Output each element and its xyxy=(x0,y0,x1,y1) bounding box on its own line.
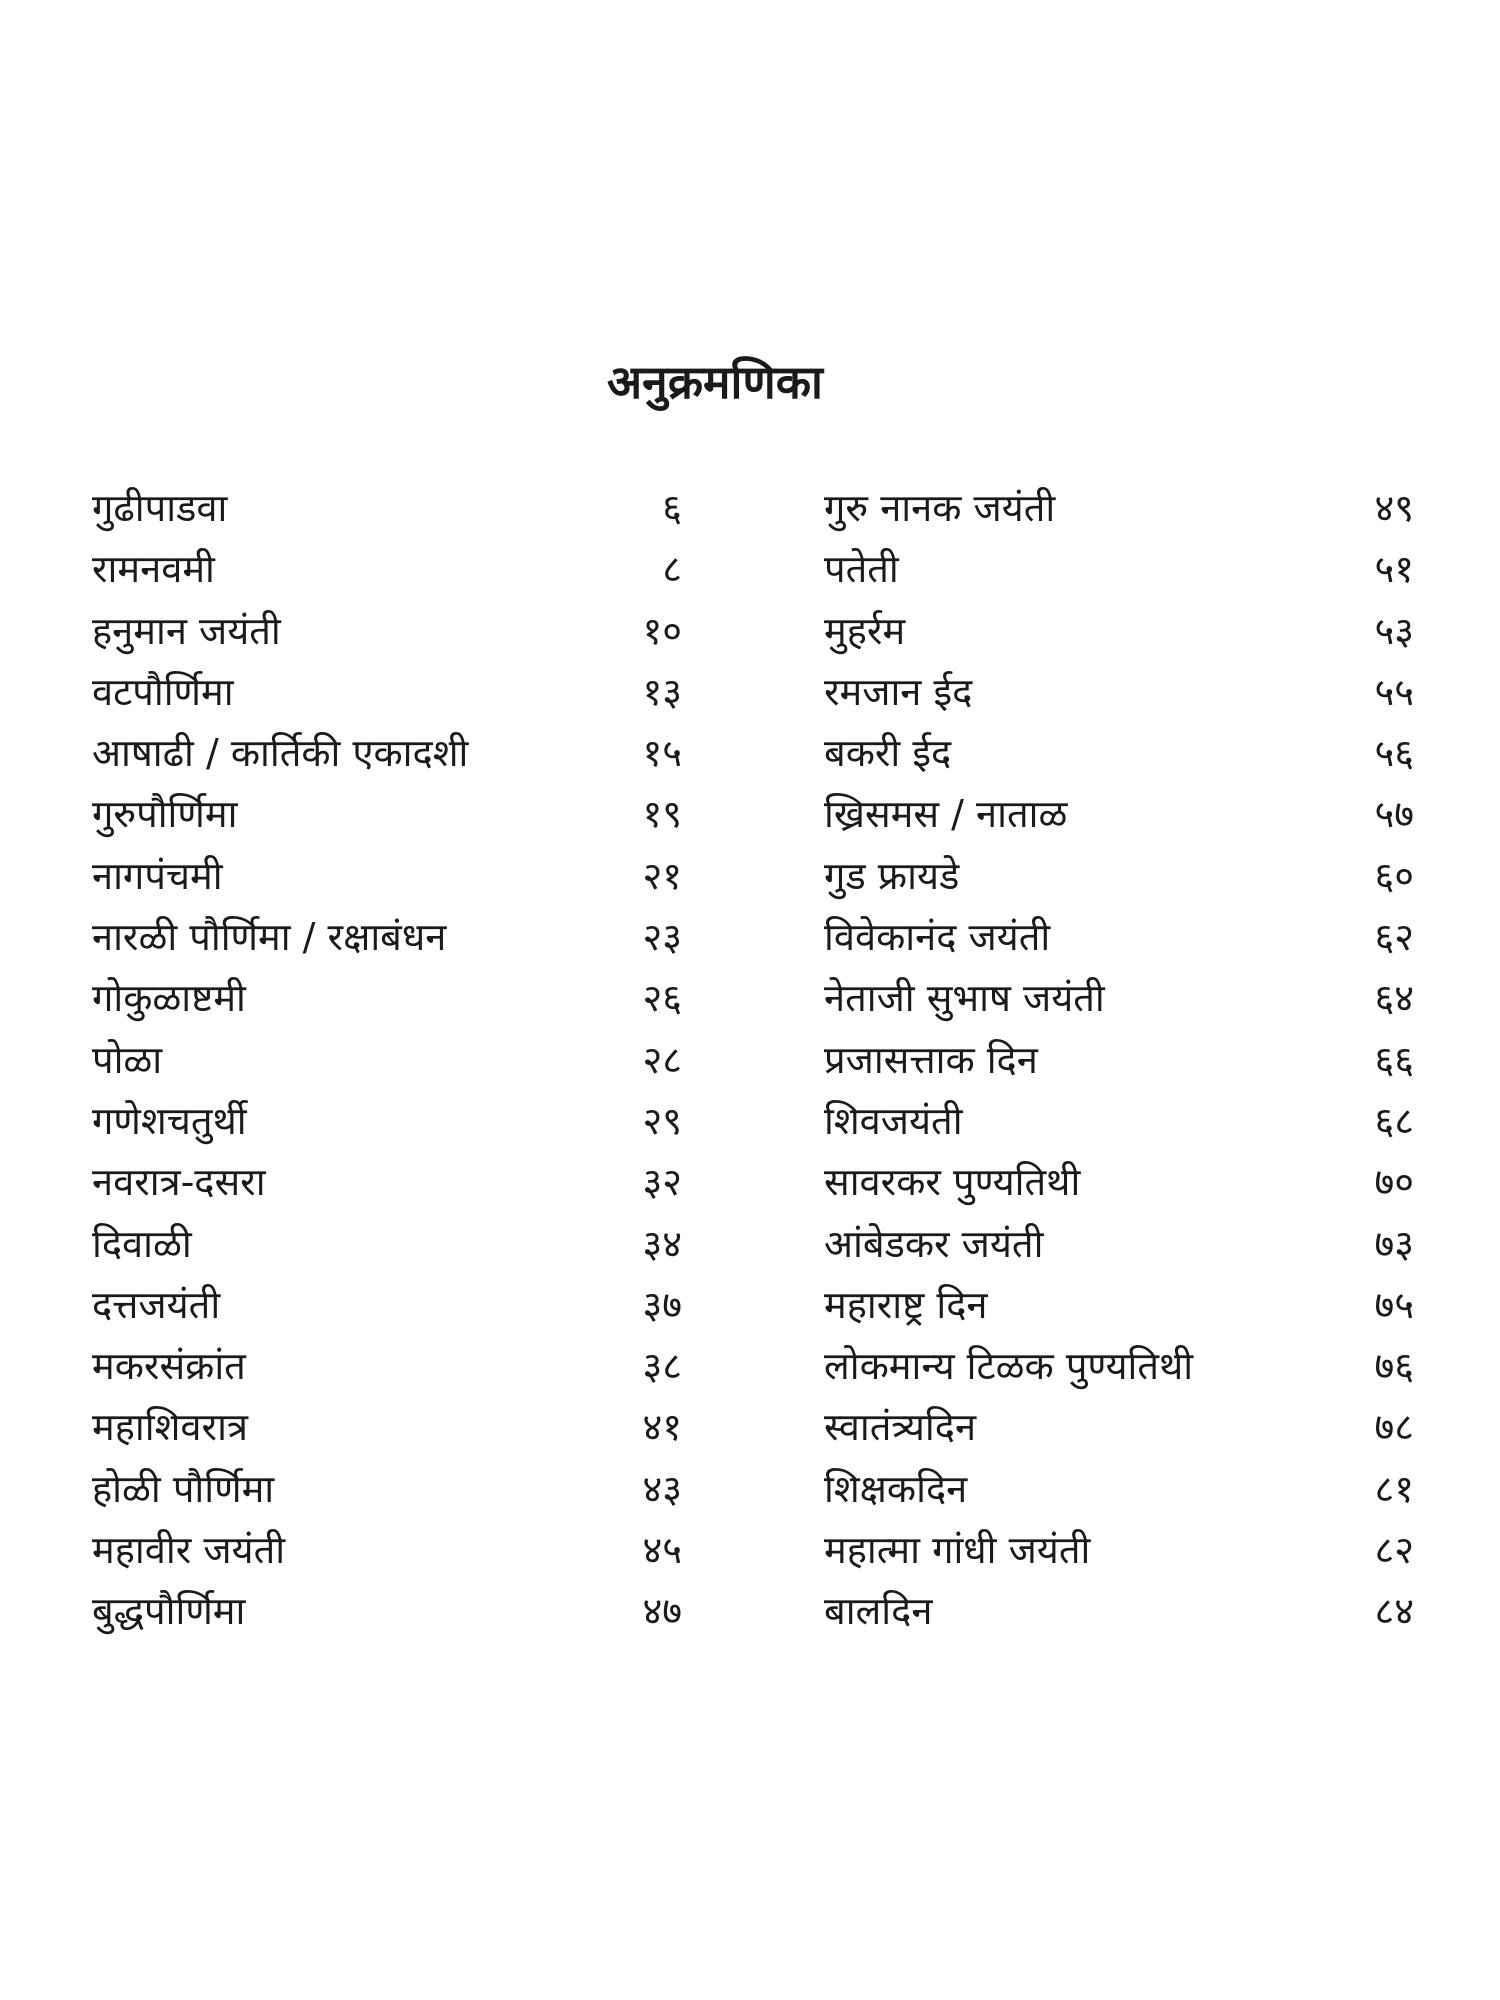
toc-entry-page: ६२ xyxy=(1374,915,1414,960)
toc-entry xyxy=(92,1214,682,1275)
toc-entry-title: शिक्षकदिन xyxy=(824,1466,968,1511)
toc-entry-title: पोळा xyxy=(92,1037,163,1082)
toc-entry-page: ७८ xyxy=(1374,1405,1414,1450)
toc-entry-title: गुढीपाडवा xyxy=(92,486,228,530)
toc-entry-title: सावरकर पुण्यतिथी xyxy=(824,1160,1081,1205)
toc-entry xyxy=(92,1152,682,1213)
toc-entry-page: ४९ xyxy=(1374,486,1414,530)
toc-entry-title: गणेशचतुर्थी xyxy=(92,1098,247,1143)
toc-entry-title: महाराष्ट्र दिन xyxy=(824,1282,988,1327)
toc-entry-page: ३८ xyxy=(642,1344,682,1389)
page-title: अनुक्रमणिका xyxy=(607,355,823,409)
toc-entry-title: आंबेडकर जयंती xyxy=(824,1221,1044,1266)
toc-left-column xyxy=(92,478,682,1643)
toc-entry-title: मुहर्रम xyxy=(824,608,906,653)
toc-entry xyxy=(824,907,1414,968)
toc-entry-page: ७० xyxy=(1374,1160,1414,1205)
toc-entry xyxy=(824,539,1414,600)
toc-entry xyxy=(92,1091,682,1152)
toc-entry xyxy=(92,723,682,784)
toc-entry-page: ८ xyxy=(662,547,682,592)
toc-entry-title: प्रजासत्ताक दिन xyxy=(824,1037,1038,1082)
toc-entry-title: गुड फ्रायडे xyxy=(824,853,960,898)
toc-entry xyxy=(824,723,1414,784)
toc-entry xyxy=(92,1397,682,1458)
toc-entry xyxy=(92,784,682,845)
toc-entry xyxy=(824,1520,1414,1581)
toc-entry-page: ४३ xyxy=(642,1466,682,1511)
toc-entry-page: १३ xyxy=(642,669,682,714)
toc-entry-page: २३ xyxy=(642,915,682,960)
toc-entry xyxy=(92,478,682,539)
toc-entry xyxy=(824,601,1414,662)
toc-entry-page: ८२ xyxy=(1374,1528,1414,1573)
toc-entry-title: रमजान ईद xyxy=(824,669,973,714)
toc-entry xyxy=(92,1520,682,1581)
toc-entry-page: २६ xyxy=(642,976,682,1021)
toc-entry-title: गोकुळाष्टमी xyxy=(92,976,246,1021)
toc-entry-page: ६० xyxy=(1374,853,1414,898)
toc-entry-page: ६८ xyxy=(1374,1098,1414,1143)
toc-entry-page: ४७ xyxy=(642,1589,682,1634)
toc-entry-page: ७६ xyxy=(1374,1344,1414,1389)
toc-entry-page: ५६ xyxy=(1374,731,1414,776)
toc-entry-title: गुरुपौर्णिमा xyxy=(92,792,238,837)
toc-entry-page: ४५ xyxy=(642,1528,682,1573)
toc-entry xyxy=(824,1030,1414,1091)
toc-entry-page: ४१ xyxy=(642,1405,682,1450)
toc-entry-page: ५५ xyxy=(1374,669,1414,714)
toc-entry-page: ८४ xyxy=(1374,1589,1414,1634)
toc-entry xyxy=(92,907,682,968)
toc-entry xyxy=(824,1275,1414,1336)
toc-entry-page: ३४ xyxy=(642,1221,682,1266)
toc-entry xyxy=(824,662,1414,723)
toc-entry-title: नागपंचमी xyxy=(92,853,223,898)
toc-entry xyxy=(824,968,1414,1029)
toc-entry-title: नारळी पौर्णिमा / रक्षाबंधन xyxy=(92,915,447,960)
toc-entry-page: ३२ xyxy=(642,1160,682,1205)
toc-entry-title: विवेकानंद जयंती xyxy=(824,915,1051,960)
toc-entry xyxy=(824,478,1414,539)
toc-entry-title: स्वातंत्र्यदिन xyxy=(824,1405,977,1450)
toc-entry xyxy=(92,1030,682,1091)
toc-entry-title: बालदिन xyxy=(824,1589,933,1634)
toc-entry-page: ६६ xyxy=(1374,1037,1414,1082)
toc-entry-title: नेताजी सुभाष जयंती xyxy=(824,976,1105,1021)
toc-entry xyxy=(92,846,682,907)
toc-entry-title: पतेती xyxy=(824,547,899,592)
toc-entry xyxy=(92,968,682,1029)
toc-entry-page: ३७ xyxy=(642,1282,682,1327)
toc-entry xyxy=(824,1336,1414,1397)
toc-entry xyxy=(824,784,1414,845)
toc-entry xyxy=(824,1397,1414,1458)
toc-entry-page: ६४ xyxy=(1374,976,1414,1021)
toc-entry-page: ६ xyxy=(662,486,682,530)
toc-entry-title: नवरात्र-दसरा xyxy=(92,1160,266,1205)
toc-entry xyxy=(92,1275,682,1336)
toc-entry xyxy=(92,1459,682,1520)
toc-entry-title: बकरी ईद xyxy=(824,731,952,776)
toc-entry-title: शिवजयंती xyxy=(824,1098,963,1143)
toc-entry xyxy=(92,601,682,662)
toc-entry xyxy=(824,846,1414,907)
toc-entry-page: ५१ xyxy=(1374,547,1414,592)
toc-right-column xyxy=(824,478,1414,1643)
toc-entry xyxy=(824,1214,1414,1275)
toc-entry-page: ७५ xyxy=(1374,1282,1414,1327)
toc-entry xyxy=(824,1152,1414,1213)
toc-entry-title: होळी पौर्णिमा xyxy=(92,1466,275,1511)
toc-entry-title: महात्मा गांधी जयंती xyxy=(824,1528,1091,1573)
toc-entry-title: बुद्धपौर्णिमा xyxy=(92,1589,246,1634)
toc-entry-page: १० xyxy=(642,608,682,653)
toc-entry-title: हनुमान जयंती xyxy=(92,608,281,653)
toc-entry-page: ८१ xyxy=(1374,1466,1414,1511)
toc-entry-title: महावीर जयंती xyxy=(92,1528,286,1573)
toc-entry-page: १५ xyxy=(642,731,682,776)
toc-entry-page: २९ xyxy=(642,1098,682,1143)
toc-entry-page: ७३ xyxy=(1374,1221,1414,1266)
toc-entry xyxy=(92,1581,682,1642)
toc-entry-title: महाशिवरात्र xyxy=(92,1405,248,1450)
toc-entry-title: मकरसंक्रांत xyxy=(92,1344,246,1389)
toc-entry-page: २१ xyxy=(642,853,682,898)
toc-entry-title: वटपौर्णिमा xyxy=(92,669,234,714)
toc-entry-title: रामनवमी xyxy=(92,547,215,592)
toc-entry-page: ५३ xyxy=(1374,608,1414,653)
toc-entry-title: ख्रिसमस / नाताळ xyxy=(824,792,1068,837)
toc-entry xyxy=(824,1581,1414,1642)
toc-entry-title: दत्तजयंती xyxy=(92,1282,221,1327)
toc-entry-title: दिवाळी xyxy=(92,1221,192,1266)
toc-entry xyxy=(92,662,682,723)
toc-entry-page: ५७ xyxy=(1374,792,1414,837)
toc-entry-title: गुरु नानक जयंती xyxy=(824,486,1056,530)
toc-entry-page: २८ xyxy=(642,1037,682,1082)
toc-entry-title: लोकमान्य टिळक पुण्यतिथी xyxy=(824,1344,1194,1389)
toc-entry-page: १९ xyxy=(642,792,682,837)
toc-entry xyxy=(824,1459,1414,1520)
toc-entry xyxy=(92,1336,682,1397)
toc-entry-title: आषाढी / कार्तिकी एकादशी xyxy=(92,731,469,776)
toc-entry xyxy=(92,539,682,600)
toc-entry xyxy=(824,1091,1414,1152)
